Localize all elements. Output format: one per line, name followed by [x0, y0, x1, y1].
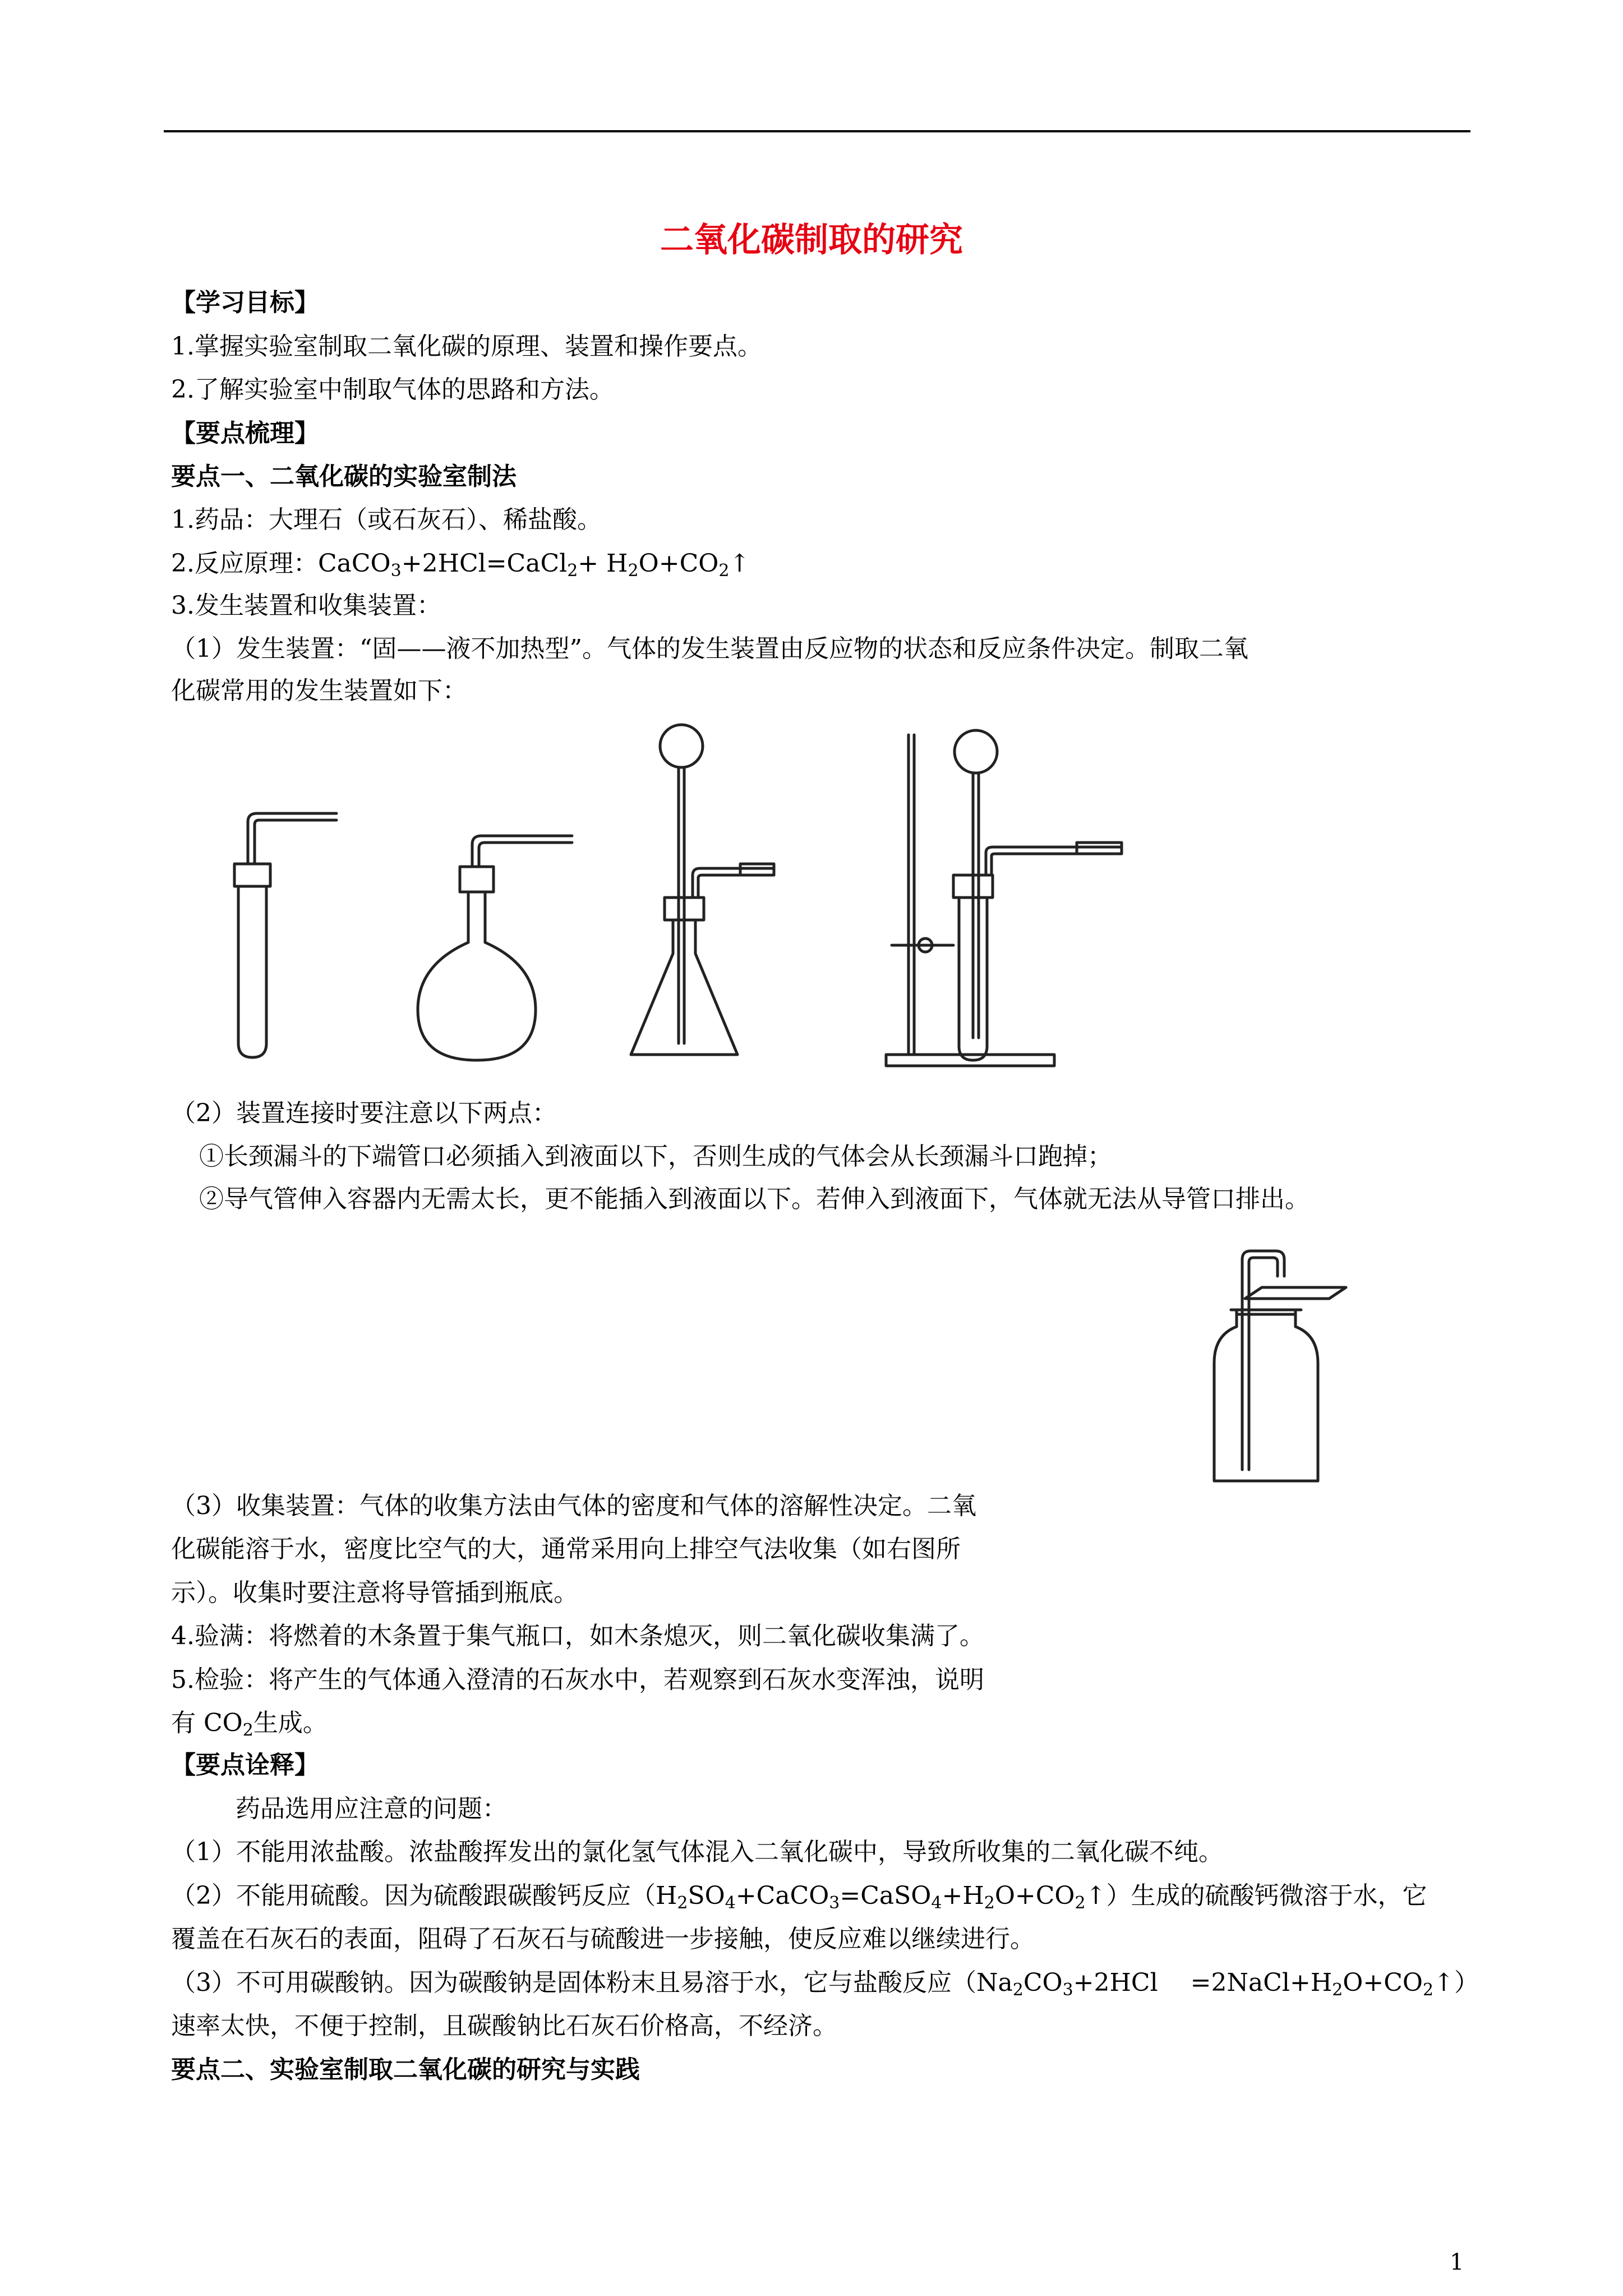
item-reagents: 1.药品：大理石（或石灰石）、稀盐酸。 [171, 505, 602, 534]
goal-1: 1.掌握实验室制取二氧化碳的原理、装置和操作要点。 [171, 332, 762, 361]
item-reaction-principle: 2.反应原理：CaCO$_3$+2HCl=CaCl$_2$+ $H_2O+CO_2↑$ [171, 549, 750, 581]
round-flask-apparatus [418, 836, 572, 1060]
generator-text-1: （1）发生装置：“固——液不加热型”。气体的发生装置由反应物的状态和反应条件决定。制取二氧 [171, 634, 1248, 663]
notes-intro: 药品选用应注意的问题： [236, 1795, 507, 1823]
collection-text-2: 化碳能溶于水，密度比空气的大，通常采用向上排空气法收集（如右图所 [171, 1535, 961, 1563]
section-heading-goals: 【学习目标】 [171, 288, 319, 317]
generator-text-2: 化碳常用的发生装置如下： [171, 677, 467, 705]
connection-point-2: ②导气管伸入容器内无需太长，更不能插入到液面以下。若伸入到液面下，气体就无法从导管口排出。 [199, 1185, 1310, 1213]
note-3-line-2: 速率太快，不便于控制，且碳酸钠比石灰石价格高，不经济。 [171, 2012, 837, 2040]
point-1-heading: 要点一、二氧化碳的实验室制法 [171, 462, 517, 491]
header-rule [164, 130, 1470, 132]
goal-2: 2.了解实验室中制取气体的思路和方法。 [171, 375, 614, 404]
point-2-heading: 要点二、实验室制取二氧化碳的研究与实践 [171, 2055, 640, 2084]
stand-apparatus [886, 730, 1122, 1066]
page-title: 二氧化碳制取的研究 [660, 220, 963, 260]
page-number: 1 [1450, 2249, 1464, 2275]
item-test-2: 有 $CO_2$生成。 [171, 1709, 328, 1740]
note-1: （1）不能用浓盐酸。浓盐酸挥发出的氯化氢气体混入二氧化碳中，导致所收集的二氧化碳不纯。 [171, 1838, 1223, 1866]
note-3-line-1: （3）不可用碳酸钠。因为碳酸钠是固体粉末且易溶于水，它与盐酸反应（$Na_2CO_3+2HCl$ $=2NaCl+H_2O+CO_2↑$） [171, 1968, 1479, 2000]
connection-point-1: ①长颈漏斗的下端管口必须插入到液面以下，否则生成的气体会从长颈漏斗口跑掉； [199, 1142, 1112, 1171]
generation-apparatus-figure [213, 724, 1133, 1071]
item-test-1: 5.检验：将产生的气体通入澄清的石灰水中，若观察到石灰水变浑浊，说明 [171, 1665, 984, 1694]
connection-heading: （2）装置连接时要注意以下两点： [171, 1099, 557, 1128]
note-2-line-2: 覆盖在石灰石的表面，阻碍了石灰石与硫酸进一步接触，使反应难以继续进行。 [171, 1925, 1035, 1953]
section-heading-notes: 【要点诠释】 [171, 1751, 319, 1779]
gas-collection-bottle-figure [1206, 1243, 1374, 1489]
test-tube-apparatus [234, 813, 336, 1057]
conical-flask-apparatus [631, 725, 774, 1055]
item-apparatus: 3.发生装置和收集装置： [171, 591, 441, 620]
item-check-full: 4.验满：将燃着的木条置于集气瓶口，如木条熄灭，则二氧化碳收集满了。 [171, 1622, 984, 1650]
note-2-line-1: （2）不能用硫酸。因为硫酸跟碳酸钙反应$(H_2SO_4+CaCO_3=CaSO_4+H_2O+CO_2↑)$生成的硫酸钙微溶于水，它 [171, 1881, 1427, 1913]
section-heading-points: 【要点梳理】 [171, 419, 319, 448]
collection-text-3: 示）。收集时要注意将导管插到瓶底。 [171, 1579, 578, 1607]
collection-text-1: （3）收集装置：气体的收集方法由气体的密度和气体的溶解性决定。二氧 [171, 1492, 976, 1520]
